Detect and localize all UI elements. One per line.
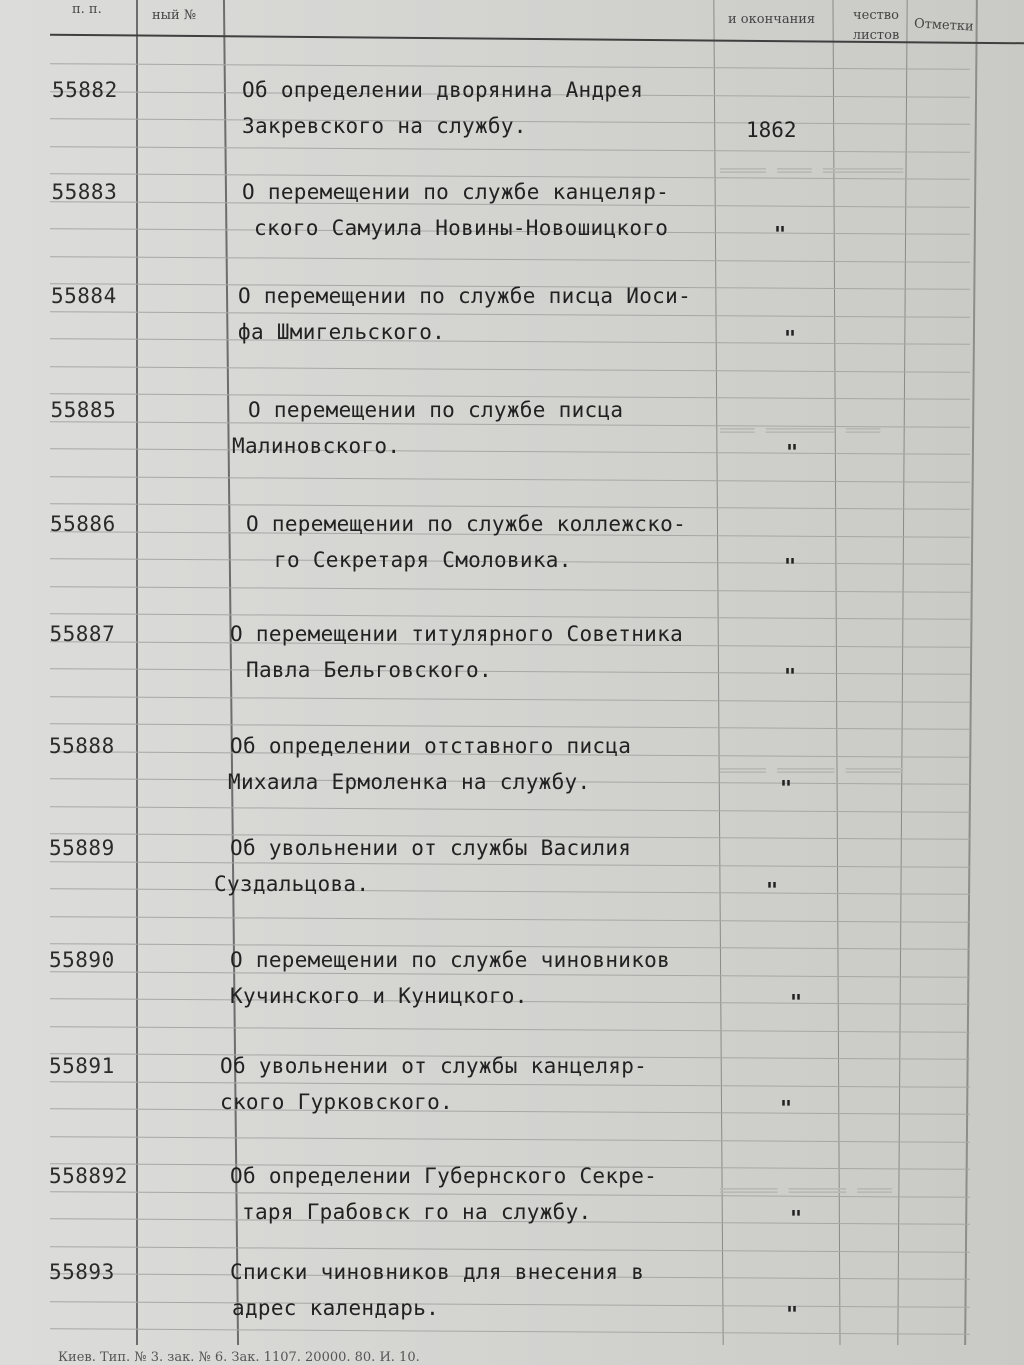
case-title-line-1: Об определении отставного писца (230, 734, 632, 758)
case-title-line-2: таря Грабовск го на службу. (242, 1200, 592, 1224)
header-col-notes: Отметки (913, 16, 974, 35)
case-number: 55884 (51, 284, 117, 308)
case-number: 55886 (50, 512, 116, 536)
case-title-line-2: адрес календарь. (232, 1296, 440, 1320)
table-row (0, 622, 1024, 732)
case-title-line-1: О перемещении по службе писца (248, 398, 624, 422)
ditto-mark: " (784, 554, 797, 578)
header-col-pp: п. п. (72, 2, 102, 17)
case-number: 55889 (49, 836, 115, 860)
case-title-line-2: ского Самуила Новины-Новошицкого (254, 216, 669, 240)
show-through-text: ═════ ═════ ════ (720, 760, 904, 782)
show-through-text: ═══ ═════ ═════ (720, 1180, 892, 1202)
case-number: 55888 (49, 734, 115, 758)
table-row (0, 398, 1024, 508)
case-title-line-1: Списки чиновников для внесения в (230, 1260, 645, 1284)
printer-footer: Киев. Тип. № 3. зак. № 6. Зак. 1107. 20000. 80. И. 10. (58, 1350, 420, 1365)
case-title-line-2: го Секретаря Смоловика. (274, 548, 572, 572)
case-title-line-1: О перемещении титулярного Советника (230, 622, 684, 646)
header-col-count: чество листов (852, 8, 900, 43)
ditto-mark: " (790, 1206, 803, 1230)
case-title-line-1: О перемещении по службе канцеляр- (242, 180, 670, 204)
case-number: 55885 (50, 398, 117, 422)
show-through-text: ═══════ ═══ ════ (720, 160, 904, 182)
table-row (0, 1054, 1024, 1164)
ditto-mark: " (784, 326, 797, 350)
case-year: 1862 (746, 118, 797, 142)
case-title-line-1: Об увольнении от службы канцеляр- (220, 1054, 648, 1078)
case-title-line-1: О перемещении по службе чиновников (230, 948, 671, 972)
ditto-mark: " (780, 1096, 793, 1120)
case-number: 55893 (49, 1260, 115, 1284)
ditto-mark: " (790, 990, 803, 1014)
ditto-mark: " (780, 776, 793, 800)
ditto-mark: " (786, 440, 799, 464)
case-title-line-2: фа Шмигельского. (238, 320, 446, 344)
case-title-line-2: ского Гурковского. (220, 1090, 453, 1114)
case-title-line-1: Об определении дворянина Андрея (242, 78, 644, 102)
ditto-mark: " (784, 664, 797, 688)
case-number: 55883 (51, 180, 118, 204)
table-row (0, 180, 1024, 290)
table-row (0, 78, 1024, 188)
case-title-line-2: Закревского на службу. (242, 114, 527, 138)
case-title-line-2: Михаила Ермоленка на службу. (228, 770, 591, 794)
table-row (0, 1164, 1024, 1274)
ditto-mark: " (786, 1302, 799, 1326)
case-title-line-2: Кучинского и Куницкого. (230, 984, 528, 1008)
table-row (0, 512, 1024, 622)
ditto-mark: " (774, 222, 787, 246)
table-row (0, 836, 1024, 946)
case-number: 55887 (49, 622, 116, 646)
header-col-no: ный № (152, 8, 197, 23)
case-title-line-1: Об увольнении от службы Василия (230, 836, 632, 860)
case-title-line-2: Малиновского. (232, 434, 401, 458)
ditto-mark: " (766, 878, 779, 902)
case-number: 558892 (49, 1164, 128, 1188)
case-number: 55882 (52, 78, 118, 102)
table-row (0, 948, 1024, 1058)
case-number: 55890 (49, 948, 115, 972)
table-row (0, 284, 1024, 394)
case-number: 55891 (49, 1054, 115, 1078)
show-through-text: ═══ ══════ ═══ (720, 420, 881, 442)
case-title-line-2: Павла Бельговского. (246, 658, 492, 682)
case-title-line-2: Суздальцова. (214, 872, 370, 896)
table-row (0, 734, 1024, 844)
case-title-line-1: О перемещении по службе писца Иоси- (238, 284, 692, 308)
case-title-line-1: Об определении Губернского Секре- (230, 1164, 658, 1188)
header-col-end: и окончания (728, 12, 816, 27)
case-title-line-1: О перемещении по службе коллежско- (246, 512, 687, 536)
